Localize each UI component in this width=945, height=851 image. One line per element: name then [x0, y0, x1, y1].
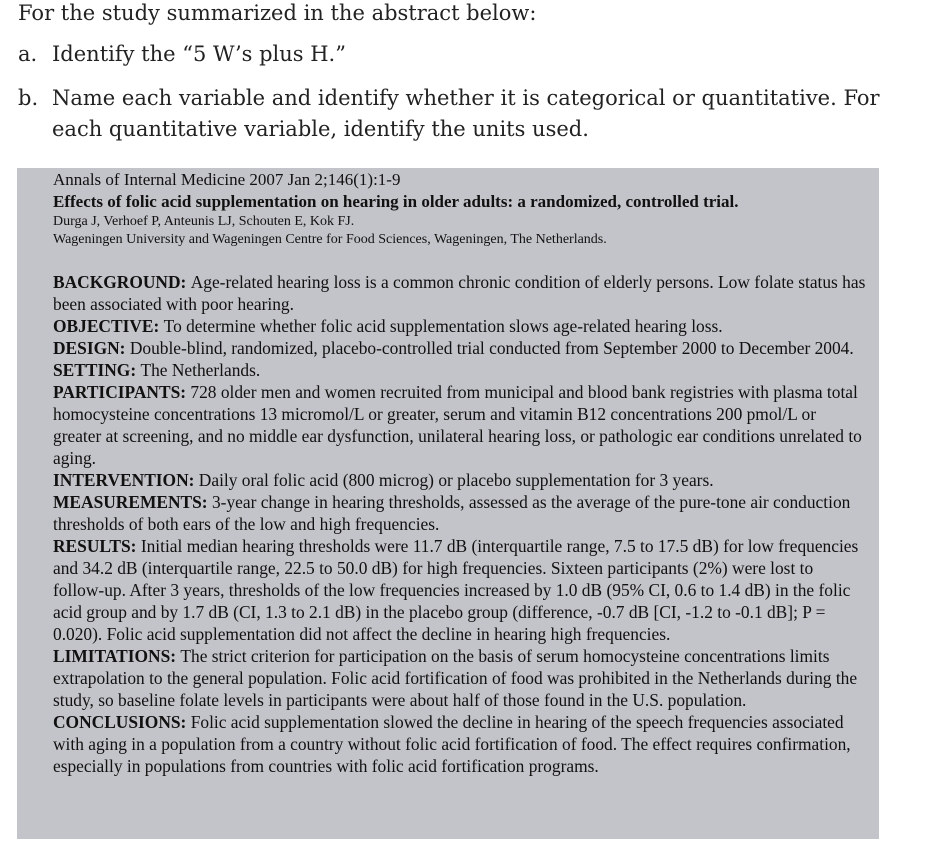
section-text: To determine whether folic acid supplementation slows age-related hearing loss.	[163, 316, 723, 336]
question-item-text: Name each variable and identify whether it is categorical or quantitative. For each quantitative variable, identify the units used.	[52, 86, 880, 141]
section-results	[53, 535, 868, 645]
section-background	[53, 271, 868, 315]
section-conclusions	[53, 711, 868, 777]
section-participants	[53, 381, 868, 469]
section-design	[53, 337, 868, 359]
journal-citation: Annals of Internal Medicine 2007 Jan 2;146(1):1-9	[53, 170, 401, 189]
section-heading: LIMITATIONS:	[53, 646, 181, 666]
article-authors: Durga J, Verhoef P, Anteunis LJ, Schouten E, Kok FJ.	[53, 214, 355, 229]
section-heading: DESIGN:	[53, 338, 130, 358]
section-text: 728 older men and women recruited from municipal and blood bank registries with plasma total homocysteine concentrations 13 micromol/L or greater, serum and vitamin B12 concentrations 200 pmol/L or greater at screening, and no middle ear dysfunction, unilateral hearing loss, or pathologic ear conditions unrelated to aging.	[53, 382, 862, 468]
section-heading: MEASUREMENTS:	[53, 492, 212, 512]
question-item-text: Identify the “5 W’s plus H.”	[52, 42, 346, 66]
section-text: The Netherlands.	[140, 360, 261, 380]
section-heading: INTERVENTION:	[53, 470, 199, 490]
abstract-box	[17, 168, 879, 839]
question-item-a	[18, 39, 923, 70]
section-intervention	[53, 469, 868, 491]
section-heading: SETTING:	[53, 360, 141, 380]
section-heading: PARTICIPANTS:	[53, 382, 191, 402]
article-title: Effects of folic acid supplementation on hearing in older adults: a randomized, controlled trial.	[53, 192, 739, 211]
section-measurements	[53, 491, 868, 535]
section-objective	[53, 315, 868, 337]
section-setting	[53, 359, 868, 381]
section-text: The strict criterion for participation on the basis of serum homocysteine concentrations limits extrapolation to the general population. Folic acid fortification of food was prohibited in the Netherlands during the study, so baseline folate levels in participants were about half of those found in the U.S. population.	[53, 646, 858, 710]
section-text: Daily oral folic acid (800 microg) or placebo supplementation for 3 years.	[198, 470, 714, 490]
section-heading: OBJECTIVE:	[53, 316, 164, 336]
question-item-letter: a.	[18, 42, 38, 66]
section-heading: RESULTS:	[53, 536, 141, 556]
abstract-content	[53, 168, 868, 777]
section-heading: CONCLUSIONS:	[53, 712, 191, 732]
question-intro: For the study summarized in the abstract below:	[18, 1, 537, 25]
spacer	[53, 249, 868, 271]
section-text: Folic acid supplementation slowed the decline in hearing of the speech frequencies associated with aging in a population from a country without folic acid fortification of food. The effect requires confirmation, especially in populations from countries with folic acid fortification programs.	[53, 712, 851, 776]
section-limitations	[53, 645, 868, 711]
section-text: Double-blind, randomized, placebo-controlled trial conducted from September 2000 to December 2004.	[129, 338, 854, 358]
section-heading: BACKGROUND:	[53, 272, 191, 292]
section-text: Initial median hearing thresholds were 11.7 dB (interquartile range, 7.5 to 17.5 dB) for low frequencies and 34.2 dB (interquartile range, 22.5 to 50.0 dB) for high frequencies. Sixteen participants (2%) were lost to follow-up. After 3 years, thresholds of the low frequencies increased by 1.0 dB (95% CI, 0.6 to 1.4 dB) in the folic acid group and by 1.7 dB (CI, 1.3 to 2.1 dB) in the placebo group (difference, -0.7 dB [CI, -1.2 to -0.1 dB]; P = 0.020). Folic acid supplementation did not affect the decline in hearing high frequencies.	[53, 536, 859, 644]
section-text: 3-year change in hearing thresholds, assessed as the average of the pure-tone air conduction thresholds of both ears of the low and high frequencies.	[53, 492, 851, 534]
article-affiliation: Wageningen University and Wageningen Centre for Food Sciences, Wageningen, The Netherlands.	[53, 232, 607, 247]
question-item-b	[18, 83, 923, 145]
section-text: Age-related hearing loss is a common chronic condition of elderly persons. Low folate status has been associated with poor hearing.	[53, 272, 866, 314]
question-item-letter: b.	[18, 86, 39, 110]
